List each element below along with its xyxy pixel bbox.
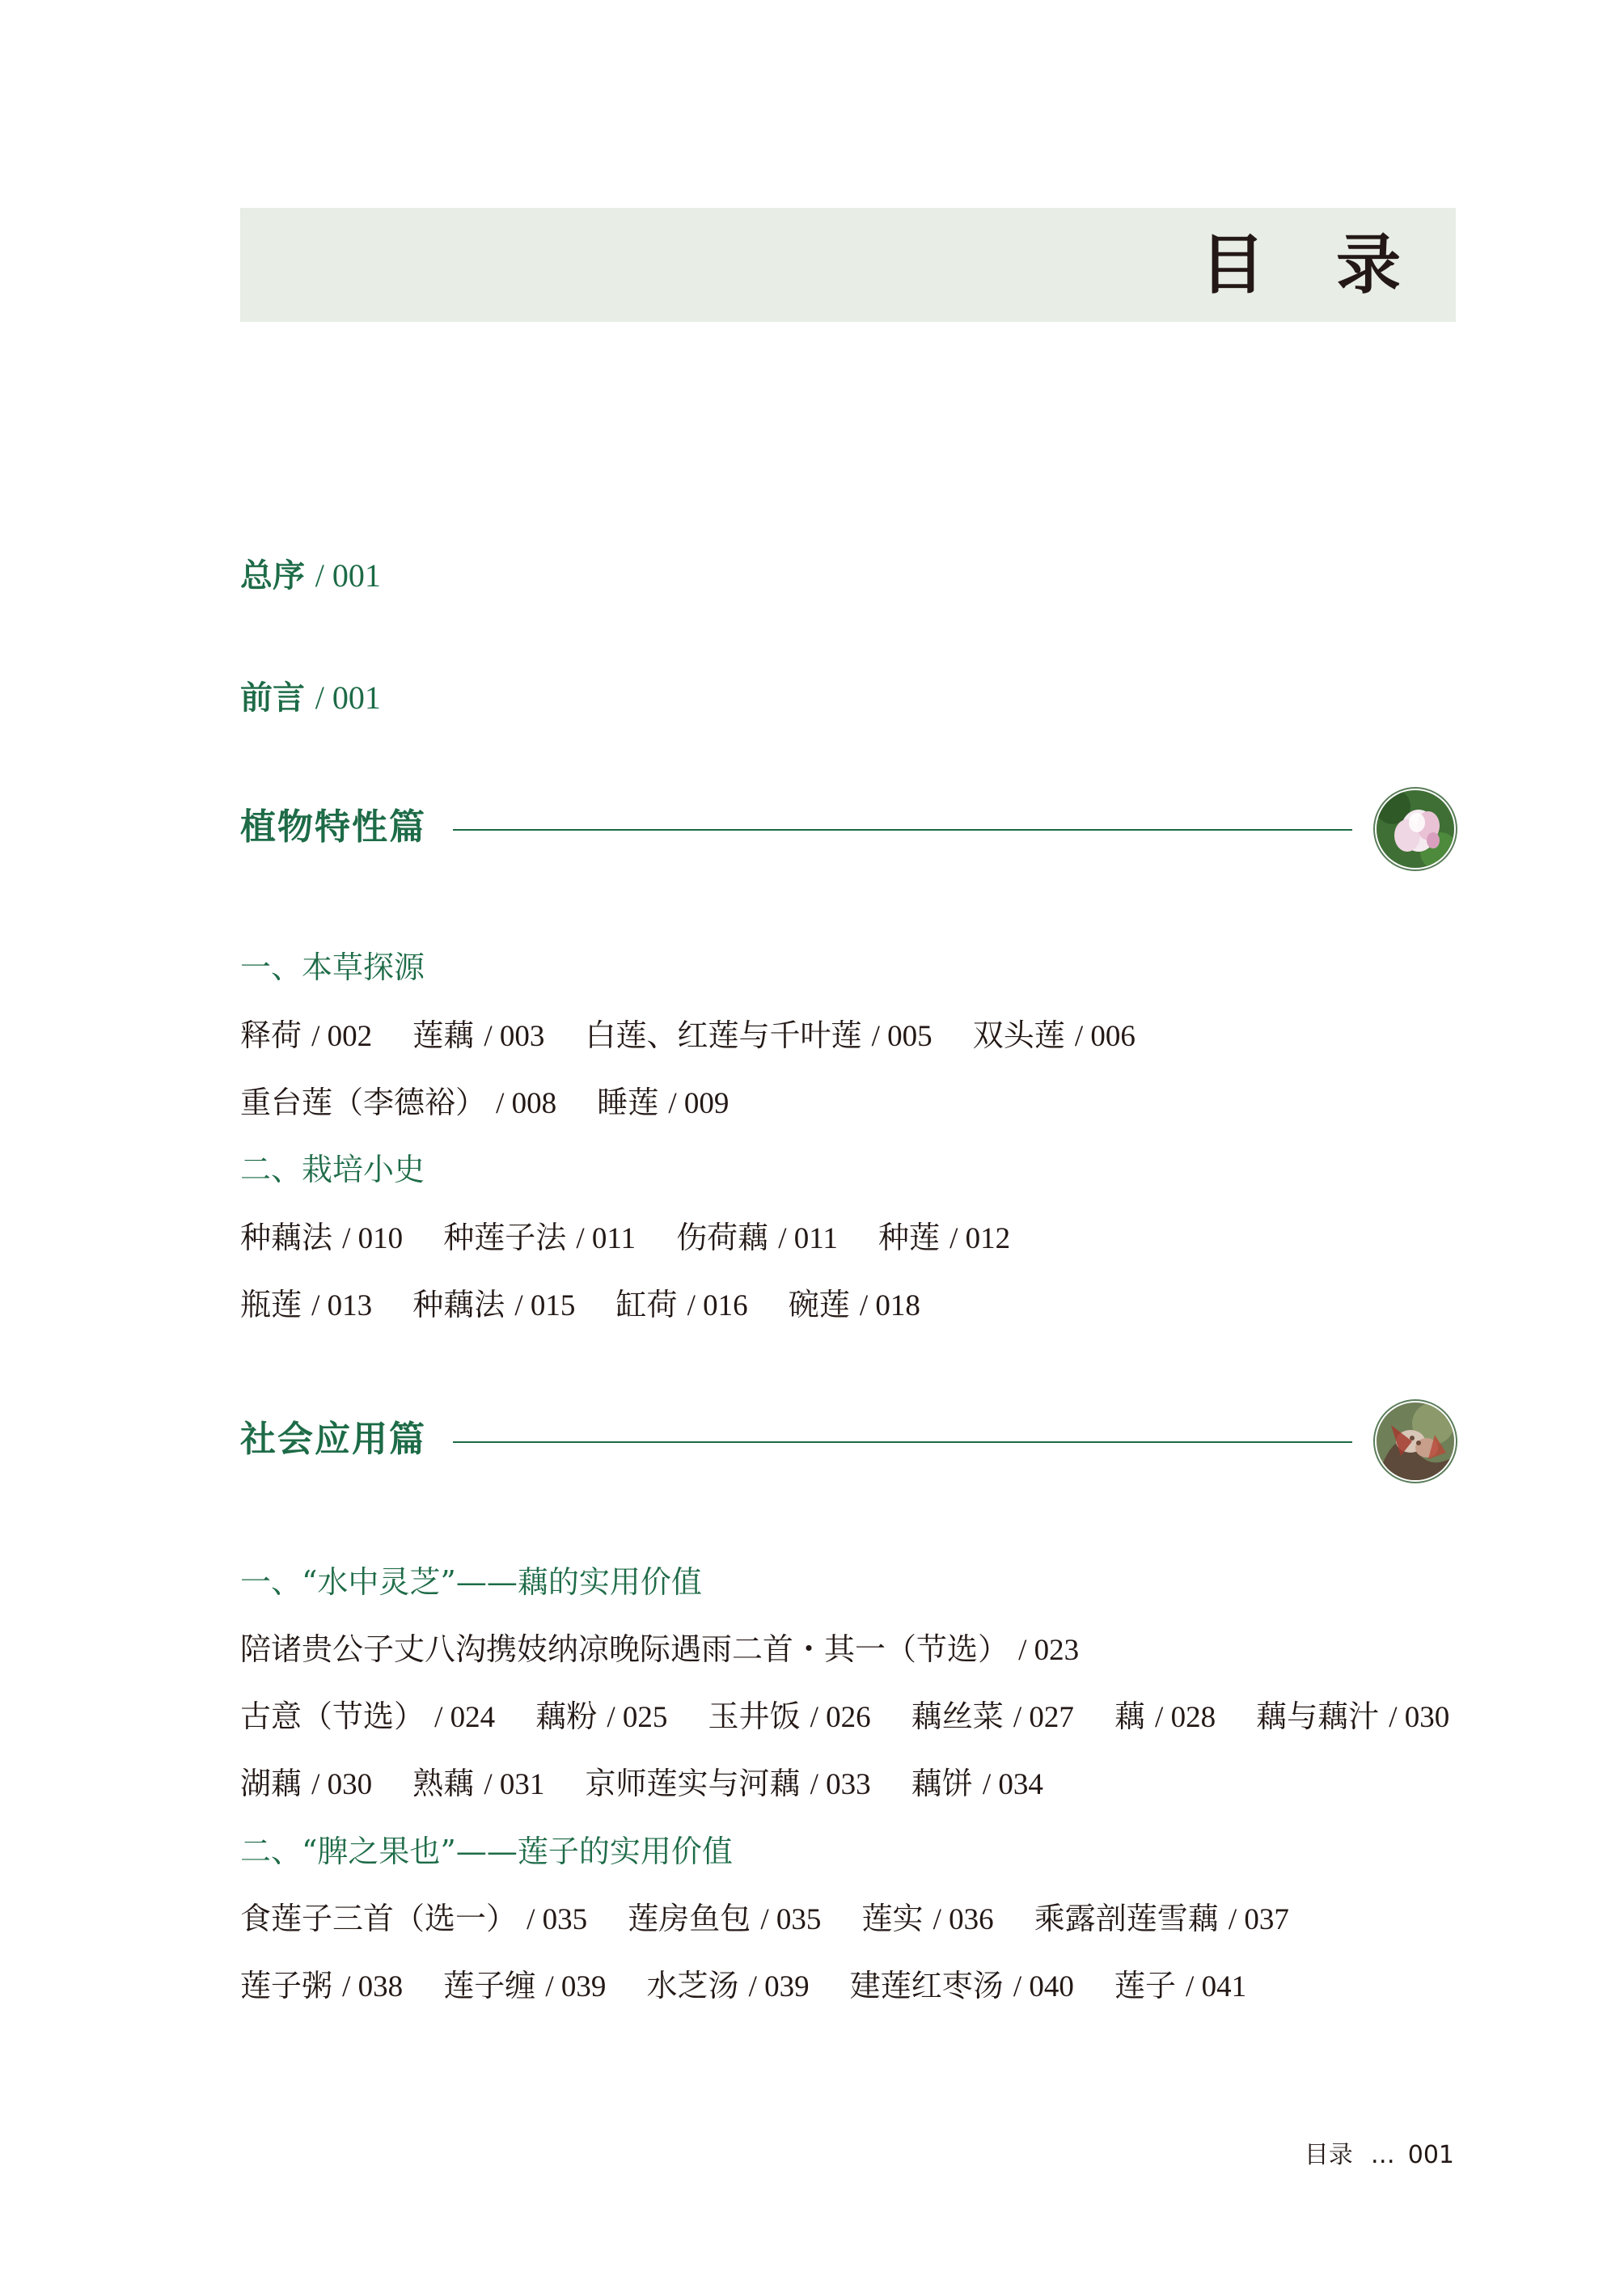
toc-entry-title: 前言 [240, 679, 305, 717]
toc-row [240, 1016, 1136, 1056]
toc-item-title: 莲子缠 [443, 1968, 536, 2003]
toc-item[interactable] [676, 1218, 838, 1259]
toc-item-title: 种莲 [878, 1220, 940, 1255]
toc-item[interactable] [443, 1966, 606, 2007]
folio-label: 目录 [1304, 2141, 1353, 2169]
section-title-plant: 植物特性篇 [240, 806, 426, 848]
toc-item-page: / 027 [1013, 1701, 1074, 1734]
toc-item-page: / 037 [1228, 1903, 1289, 1936]
subsection-title: 一、“水中灵芝”——藕的实用价值 [240, 1564, 702, 1600]
toc-item-title: 水芝汤 [646, 1968, 739, 2003]
toc-item-page: / 011 [778, 1222, 838, 1255]
toc-item-title: 藕粉 [535, 1699, 598, 1734]
toc-item[interactable] [240, 1083, 556, 1123]
toc-item[interactable] [240, 1764, 372, 1804]
toc-item-page: / 039 [545, 1970, 607, 2003]
toc-item[interactable] [240, 1966, 403, 2007]
toc-item-page: / 023 [1018, 1634, 1080, 1667]
toc-item[interactable] [850, 1966, 1074, 2007]
toc-item[interactable] [443, 1218, 636, 1259]
toc-item-title: 伤荷藕 [676, 1220, 769, 1255]
toc-item[interactable] [240, 1285, 372, 1326]
page-title: 目 录 [1200, 226, 1425, 302]
toc-entry-page: / 001 [315, 557, 381, 594]
toc-entry-title: 总序 [240, 557, 305, 594]
toc-item-page: / 033 [810, 1768, 871, 1801]
toc-item[interactable] [615, 1285, 747, 1326]
toc-item-title: 莲房鱼包 [628, 1901, 751, 1936]
toc-item-page: / 036 [933, 1903, 994, 1936]
toc-item-title: 瓶莲 [240, 1287, 302, 1322]
toc-entry-foreword[interactable] [240, 678, 381, 718]
toc-item-page: / 035 [527, 1903, 588, 1936]
subsection-title: 二、“脾之果也”——莲子的实用价值 [240, 1834, 733, 1869]
toc-item-title: 玉井饭 [708, 1699, 801, 1734]
toc-item[interactable] [973, 1016, 1136, 1056]
toc-row [240, 1966, 1246, 2007]
toc-item[interactable] [646, 1966, 809, 2007]
toc-item[interactable] [708, 1697, 870, 1737]
toc-item-title: 莲实 [861, 1901, 924, 1936]
toc-item-title: 藕 [1114, 1699, 1145, 1734]
toc-item-page: / 005 [871, 1020, 933, 1053]
toc-item-title: 湖藕 [240, 1766, 302, 1801]
title-band [240, 208, 1456, 322]
toc-row [240, 1697, 1449, 1737]
lotus-flower-icon [1377, 790, 1454, 868]
toc-item-title: 种莲子法 [443, 1220, 567, 1255]
toc-item-page: / 038 [342, 1970, 404, 2003]
toc-item-title: 建莲红枣汤 [849, 1968, 1004, 2003]
toc-item-page: / 028 [1155, 1701, 1216, 1734]
folio-dots: … [1370, 2141, 1395, 2169]
toc-item-page: / 011 [576, 1222, 636, 1255]
toc-item-page: / 009 [668, 1087, 730, 1120]
toc-item-title: 重台莲（李德裕） [240, 1085, 487, 1120]
toc-item[interactable] [412, 1764, 544, 1804]
toc-item-page: / 030 [311, 1768, 373, 1801]
toc-row [240, 1899, 1289, 1940]
toc-item-page: / 003 [484, 1020, 545, 1053]
toc-item[interactable] [911, 1764, 1043, 1804]
toc-item[interactable] [861, 1899, 993, 1940]
toc-item-title: 白莲、红莲与千叶莲 [585, 1017, 862, 1053]
toc-row [240, 1630, 1079, 1670]
page-folio [1305, 2139, 1454, 2172]
toc-row [240, 1083, 729, 1123]
subsection-title: 二、栽培小史 [240, 1152, 425, 1187]
toc-item-title: 莲藕 [412, 1017, 475, 1053]
toc-item-title: 古意（节选） [240, 1699, 425, 1734]
toc-item[interactable] [412, 1285, 575, 1326]
toc-item-page: / 026 [810, 1701, 871, 1734]
toc-item[interactable] [628, 1899, 821, 1940]
toc-item[interactable] [240, 1697, 495, 1737]
toc-item-page: / 025 [607, 1701, 668, 1734]
section-divider [453, 1441, 1352, 1443]
toc-item-title: 乘露剖莲雪藕 [1034, 1901, 1219, 1936]
toc-item-page: / 013 [311, 1289, 373, 1322]
toc-item-title: 藕饼 [911, 1766, 973, 1801]
toc-item-page: / 031 [484, 1768, 545, 1801]
toc-item[interactable] [412, 1016, 544, 1056]
toc-item[interactable] [1114, 1697, 1216, 1737]
lotus-pod-icon [1377, 1402, 1454, 1480]
toc-item[interactable] [1114, 1966, 1246, 2007]
toc-row [240, 1764, 1043, 1804]
section-title-social: 社会应用篇 [240, 1419, 426, 1460]
toc-item[interactable] [1256, 1697, 1449, 1737]
toc-item-page: / 024 [434, 1701, 496, 1734]
toc-item-page: / 010 [342, 1222, 404, 1255]
section-divider [453, 829, 1352, 831]
toc-item-page: / 034 [982, 1768, 1043, 1801]
toc-item-title: 双头莲 [972, 1017, 1065, 1053]
toc-item-title: 种藕法 [412, 1287, 505, 1322]
toc-item-title: 京师莲实与河藕 [585, 1766, 801, 1801]
toc-item-page: / 002 [311, 1020, 373, 1053]
toc-item[interactable] [597, 1083, 729, 1123]
toc-item[interactable] [240, 1016, 372, 1056]
toc-item-page: / 030 [1389, 1701, 1450, 1734]
toc-item[interactable] [911, 1697, 1074, 1737]
toc-item-page: / 041 [1186, 1970, 1247, 2003]
toc-item-page: / 035 [760, 1903, 822, 1936]
toc-item-page: / 018 [859, 1289, 920, 1322]
toc-item-title: 睡莲 [597, 1085, 659, 1120]
toc-row [240, 1218, 1010, 1259]
folio-page-number: 001 [1407, 2141, 1454, 2169]
toc-item-title: 释荷 [240, 1017, 302, 1053]
toc-item-page: / 006 [1074, 1020, 1136, 1053]
toc-item[interactable] [240, 1899, 587, 1940]
toc-item[interactable] [535, 1697, 667, 1737]
toc-item-title: 食莲子三首（选一） [240, 1901, 518, 1936]
toc-item[interactable] [1034, 1899, 1289, 1940]
toc-row [240, 1285, 920, 1326]
toc-item-page: / 016 [687, 1289, 748, 1322]
toc-item-title: 莲子粥 [240, 1968, 333, 2003]
toc-item-title: 陪诸贵公子丈八沟携妓纳凉晚际遇雨二首・其一（节选） [240, 1631, 1009, 1667]
toc-item-title: 熟藕 [412, 1766, 475, 1801]
toc-entry-page: / 001 [315, 679, 381, 716]
toc-item[interactable] [789, 1285, 920, 1326]
toc-item-title: 藕丝菜 [911, 1699, 1004, 1734]
toc-item[interactable] [585, 1764, 870, 1804]
toc-item-title: 藕与藕汁 [1256, 1699, 1380, 1734]
toc-item-page: / 039 [748, 1970, 810, 2003]
toc-item[interactable] [878, 1218, 1010, 1259]
toc-item-page: / 040 [1013, 1970, 1074, 2003]
subsection-title: 一、本草探源 [240, 950, 425, 985]
toc-item-title: 缸荷 [615, 1287, 678, 1322]
toc-entry-preface-general[interactable] [240, 556, 381, 596]
toc-item[interactable] [240, 1218, 403, 1259]
toc-item-page: / 008 [496, 1087, 557, 1120]
toc-item[interactable] [585, 1016, 932, 1056]
toc-item[interactable] [240, 1630, 1079, 1670]
toc-item-page: / 015 [514, 1289, 576, 1322]
toc-item-title: 莲子 [1114, 1968, 1176, 2003]
toc-item-page: / 012 [949, 1222, 1011, 1255]
toc-item-title: 碗莲 [788, 1287, 850, 1322]
toc-item-title: 种藕法 [240, 1220, 333, 1255]
